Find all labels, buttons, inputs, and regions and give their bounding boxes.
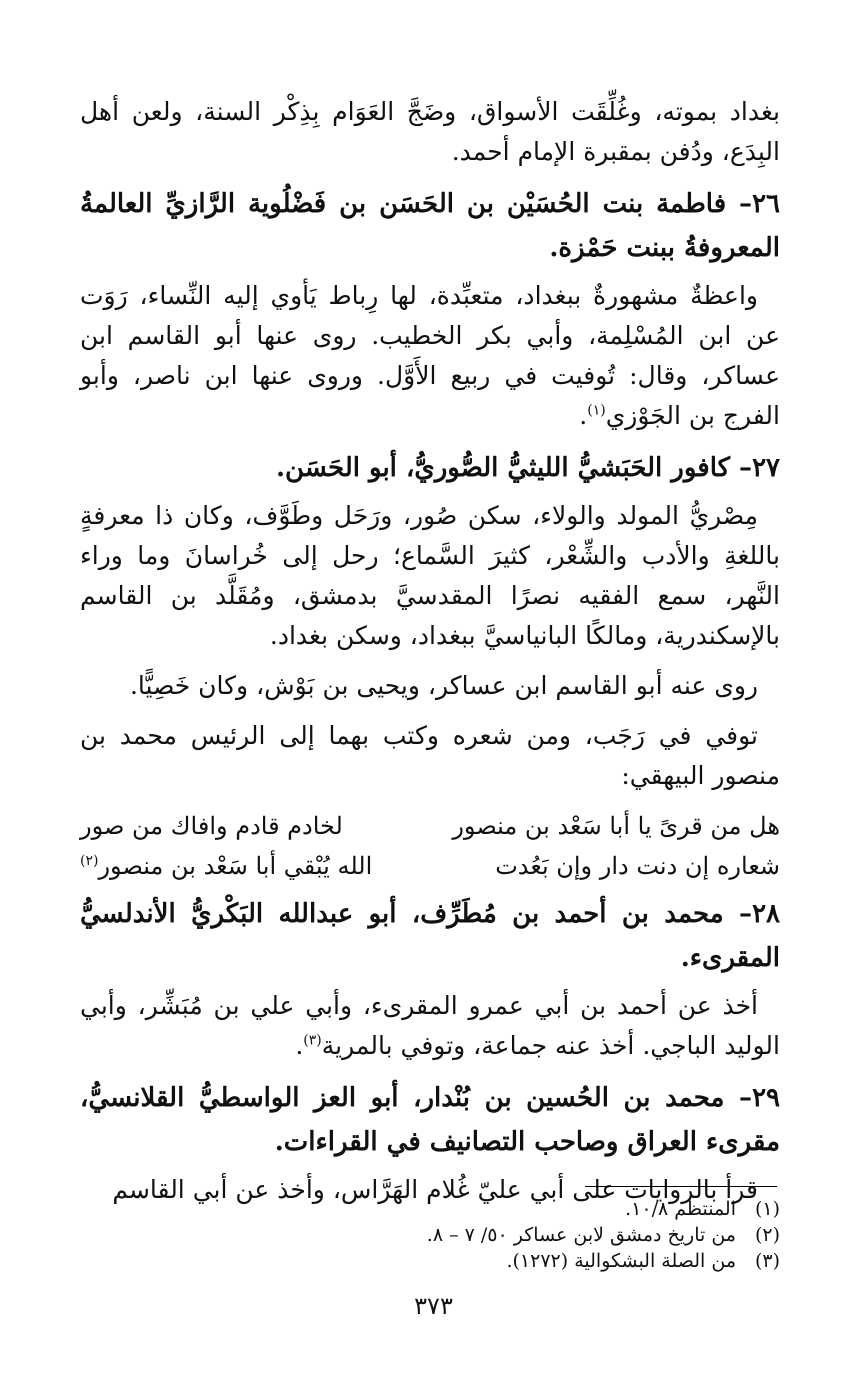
entry-text-28-body: أخذ عن أحمد بن أبي عمرو المقرىء، وأبي علي بن مُبَشِّر، وأبي الوليد الباجي. أخذ عنه جماعة، وتوفي بالمرية [80,991,780,1060]
poem-line-2-first-half: شعاره إن دنت دار وإن بَعُدت [495,852,780,880]
entry-text-27c: توفي في رَجَب، ومن شعره وكتب بهما إلى الرئيس محمد بن منصور البيهقي: [80,721,780,790]
entry-text-28 [80,986,780,1066]
entry-heading-26: ٢٦– فاطمة بنت الحُسَيْن بن الحَسَن بن فَضْلُوية الرَّازيِّ العالمةُ المعروفةُ ببنت حَمْزة. [80,189,780,263]
footnote-1-text: المنتظم ١٠/٨. [625,1198,736,1220]
footnote-divider [585,1186,777,1187]
entry-text-26-body: واعظةٌ مشهورةٌ ببغداد، متعبِّدة، لها رِباط يَأوي إليه النِّساء، رَوَت عن ابن المُسْلِمة، وأبي بكر الخطيب. روى عنها أبو القاسم ابن عساكر، وقال: تُوفيت في ربيع الأَوَّل. وروى عنها ابن ناصر، وأبو الفرج بن الجَوْزي [80,281,780,430]
entry-text-27a: مِصْريُّ المولد والولاء، سكن صُور، ورَحَل وطَوَّف، وكان ذا معرفةٍ باللغةِ والأدب والشِّعْر، كثيرَ السَّماع؛ رحل إلى خُراسانَ وما وراء النَّهر، سمع الفقيه نصرًا المقدسيَّ بدمشق، ومُقَلَّد بن القاسم بالإسكندرية، ومالكًا البانياسيَّ ببغداد، وسكن بغداد. [80,501,780,650]
footnote-3-text: من الصلة البشكوالية (١٢٧٢). [506,1250,736,1272]
paragraph-continuation: بغداد بموته، وغُلِّقَت الأسواق، وضَجَّ العَوَام بِذِكْر السنة، ولعن أهل البِدَع، ودُفن بمقبرة الإمام أحمد. [80,97,780,166]
entry-text-29: قرأ بالروايات على أبي عليّ غُلام الهَرَّاس، وأخذ عن أبي القاسم [112,1175,758,1204]
poem-line-2-second-half [80,846,372,886]
entry-text-26-end: . [579,401,588,430]
entry-heading-27: ٢٧– كافور الحَبَشيُّ الليثيُّ الصُّوريُّ، أبو الحَسَن. [276,453,780,483]
entry-text-26 [80,276,780,436]
page-number: ٣٧٣ [414,1292,453,1320]
footnote-2-number: (٢) [754,1224,780,1246]
entry-text-27b: روى عنه أبو القاسم ابن عساكر، ويحيى بن بَوْش، وكان خَصِيًّا. [129,671,758,700]
footnote-1-number: (١) [754,1198,780,1220]
footnote-1 [80,1196,780,1222]
footnote-3-number: (٣) [754,1250,780,1272]
entry-text-28-end: . [295,1031,304,1060]
poem-line-2 [80,846,780,886]
poem-line-2-second-half-text: الله يُبْقي أبا سَعْد بن منصور [98,852,373,880]
poem-line-1-first-half: هل من قرىً يا أبا سَعْد بن منصور [452,812,780,840]
footnote-ref-1: (١) [587,402,606,419]
footnote-2 [80,1222,780,1248]
entry-heading-29: ٢٩– محمد بن الحُسين بن بُنْدار، أبو العز الواسطيُّ القلانسيُّ، مقرىء العراق وصاحب التصانيف في القراءات. [80,1083,780,1157]
footnote-3 [80,1248,780,1274]
poem-line-1-second-half: لخادم قادم وافاك من صور [80,812,343,840]
entry-heading-28: ٢٨– محمد بن أحمد بن مُطَرِّف، أبو عبدالله البَكْريُّ الأندلسيُّ المقرىء. [80,899,780,973]
poem [80,806,780,886]
footnotes [80,1196,780,1274]
footnote-2-text: من تاريخ دمشق لابن عساكر ٥٠/ ٧ – ٨. [426,1224,736,1246]
footnote-ref-3: (٣) [303,1032,322,1049]
poem-line-1 [80,806,780,846]
footnote-ref-2: (٢) [80,853,99,869]
page-body [80,92,780,1220]
